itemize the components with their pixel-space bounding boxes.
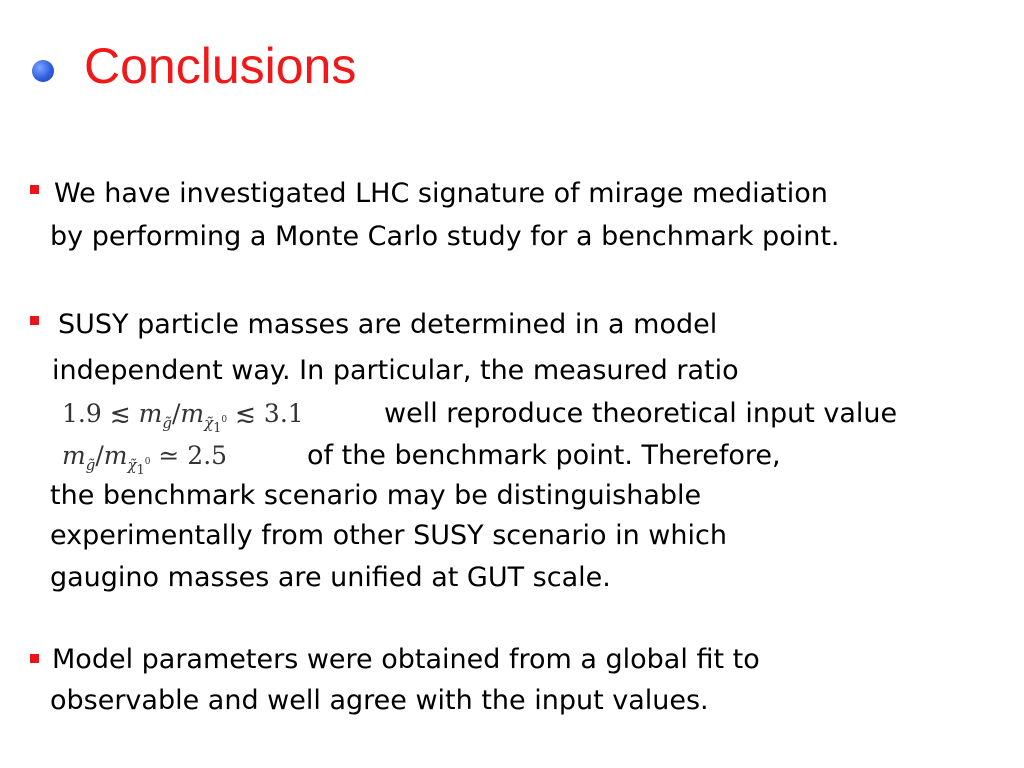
bullet-square-icon: [30, 185, 39, 194]
measured-low-value: 1.9: [62, 399, 102, 428]
bullet-3-line-2: observable and well agree with the input values.: [50, 685, 709, 716]
bullet-2-line-1: SUSY particle masses are determined in a model: [58, 309, 718, 340]
bullet-2-line-4: of the benchmark point. Therefore,: [307, 440, 781, 471]
bullet-2-line-3: well reproduce theoretical input value: [384, 398, 898, 429]
measured-high-value: 3.1: [263, 399, 304, 428]
bullet-2-line-7: gaugino masses are unified at GUT scale.: [50, 562, 611, 593]
bullet-square-icon: [30, 654, 39, 663]
bullet-3-line-1: Model parameters were obtained from a global fit to: [52, 644, 760, 675]
input-value: 2.5: [187, 441, 228, 470]
mass-ratio-input-formula: $m_{g̃}/m_{\chĩ_1^0}$ ≃ 2.5: [62, 441, 228, 478]
bullet-1-line-1: We have investigated LHC signature of mirage mediation: [54, 178, 828, 209]
bullet-1-line-2: by performing a Monte Carlo study for a benchmark point.: [50, 221, 840, 252]
mass-ratio-measured-formula: 1.9 ≲ $m_{g̃}/m_{\chĩ_1^0}$ ≲ 3.1: [62, 399, 304, 436]
bullet-2-line-5: the benchmark scenario may be distinguishable: [50, 480, 702, 511]
bullet-2-line-6: experimentally from other SUSY scenario in which: [50, 520, 727, 551]
bullet-square-icon: [30, 316, 39, 325]
bullet-2-line-2: independent way. In particular, the measured ratio: [52, 355, 739, 386]
title-text: Conclusions: [84, 38, 357, 94]
title-bullet-icon: [32, 60, 54, 82]
